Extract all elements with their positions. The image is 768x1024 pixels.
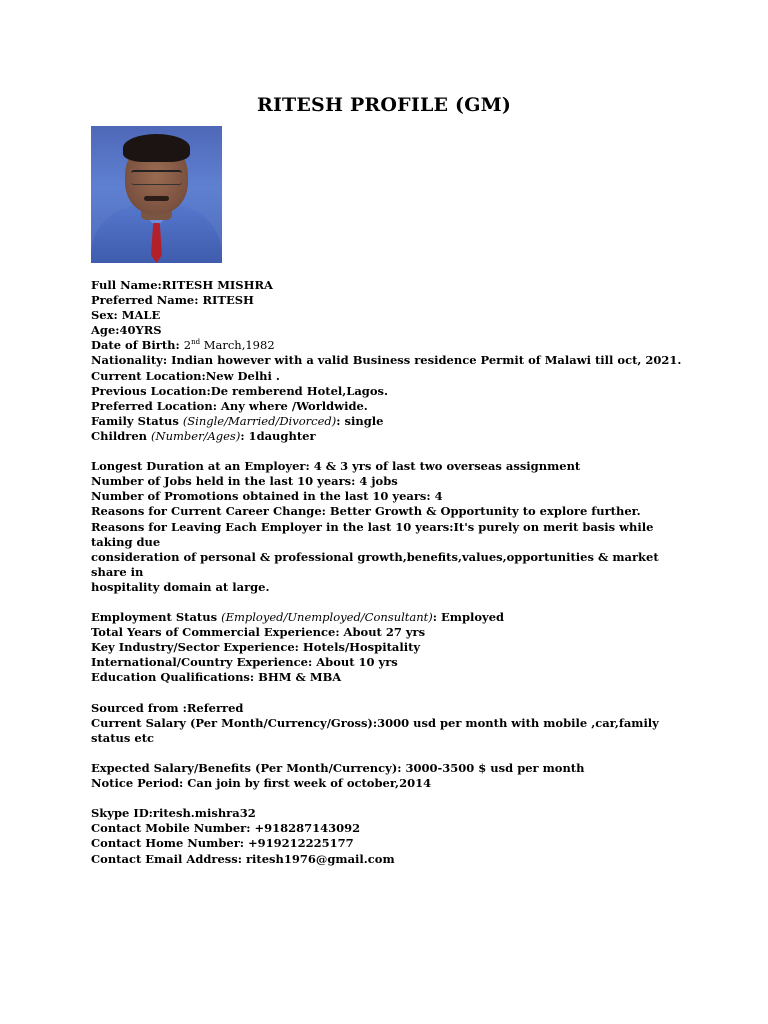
children bbox=[91, 429, 691, 444]
dob-suffix: nd bbox=[191, 338, 201, 347]
family-hint: (Single/Married/Divorced) bbox=[182, 413, 337, 428]
photo-mustache bbox=[144, 196, 169, 201]
status-value: : Employed bbox=[432, 610, 505, 625]
total-years: Total Years of Commercial Experience: About 27 yrs bbox=[91, 625, 426, 640]
profile-photo bbox=[91, 126, 222, 263]
children-value: : 1daughter bbox=[240, 428, 316, 443]
sourced-from: Sourced from :Referred bbox=[91, 700, 244, 715]
longest-duration: Longest Duration at an Employer: 4 & 3 yrs of last two overseas assignment bbox=[91, 459, 581, 474]
international-experience: International/Country Experience: About 10 yrs bbox=[91, 655, 398, 670]
skype-id: Skype ID:ritesh.mishra32 bbox=[91, 806, 256, 821]
home-number: Contact Home Number: +919212225177 bbox=[91, 836, 354, 851]
current-location: Current Location:New Delhi . bbox=[91, 368, 280, 383]
dob-rest: March,1982 bbox=[200, 338, 275, 353]
email-address: Contact Email Address: ritesh1976@gmail.com bbox=[91, 851, 395, 866]
career-change-reason: Reasons for Current Career Change: Better Growth & Opportunity to explore further. bbox=[91, 504, 641, 519]
photo-glasses bbox=[131, 170, 182, 185]
industry-experience: Key Industry/Sector Experience: Hotels/Hospitality bbox=[91, 640, 421, 655]
family-status bbox=[91, 414, 691, 429]
section-gap bbox=[91, 444, 691, 459]
nationality: Nationality: Indian however with a valid Business residence Permit of Malawi till oct, 2021. bbox=[91, 353, 682, 368]
leaving-reason-line-1: Reasons for Leaving Each Employer in the last 10 years:It's purely on merit basis while taking due bbox=[91, 519, 654, 549]
children-hint: (Number/Ages) bbox=[151, 428, 241, 443]
current-salary: Current Salary (Per Month/Currency/Gross):3000 usd per month with mobile ,car,family status etc bbox=[91, 715, 659, 745]
section-gap bbox=[91, 746, 691, 761]
age: Age:40YRS bbox=[91, 323, 162, 338]
leaving-reason-line-3: hospitality domain at large. bbox=[91, 579, 270, 594]
preferred-location: Preferred Location: Any where /Worldwide. bbox=[91, 398, 368, 413]
full-name: Full Name:RITESH MISHRA bbox=[91, 278, 273, 292]
previous-location: Previous Location:De remberend Hotel,Lagos. bbox=[91, 383, 388, 398]
expected-salary: Expected Salary/Benefits (Per Month/Currency): 3000-3500 $ usd per month bbox=[91, 761, 585, 775]
status-label: Employment Status bbox=[91, 610, 222, 625]
employment-status bbox=[91, 610, 691, 625]
children-label: Children bbox=[91, 428, 152, 443]
dob-day: 2 bbox=[183, 338, 192, 353]
notice-period: Notice Period: Can join by first week of october,2014 bbox=[91, 776, 432, 791]
profile-details bbox=[91, 278, 691, 867]
document-title: RITESH PROFILE (GM) bbox=[256, 94, 512, 116]
dob-label: Date of Birth: bbox=[91, 338, 184, 353]
jobs-count: Number of Jobs held in the last 10 years: 4 jobs bbox=[91, 474, 398, 489]
section-gap bbox=[91, 791, 691, 806]
preferred-name: Preferred Name: RITESH bbox=[91, 293, 254, 308]
leaving-reason-line-2: consideration of personal & professional growth,benefits,values,opportunities & market share in bbox=[91, 549, 659, 579]
mobile-number: Contact Mobile Number: +918287143092 bbox=[91, 821, 361, 836]
sex: Sex: MALE bbox=[91, 308, 161, 323]
section-gap bbox=[91, 686, 691, 701]
date-of-birth bbox=[91, 338, 691, 353]
photo-hair bbox=[123, 134, 190, 162]
education: Education Qualifications: BHM & MBA bbox=[91, 670, 342, 685]
family-label: Family Status bbox=[91, 413, 183, 428]
family-value: : single bbox=[336, 413, 384, 428]
section-gap bbox=[91, 595, 691, 610]
promotions: Number of Promotions obtained in the last 10 years: 4 bbox=[91, 489, 443, 504]
status-hint: (Employed/Unemployed/Consultant) bbox=[221, 610, 433, 625]
